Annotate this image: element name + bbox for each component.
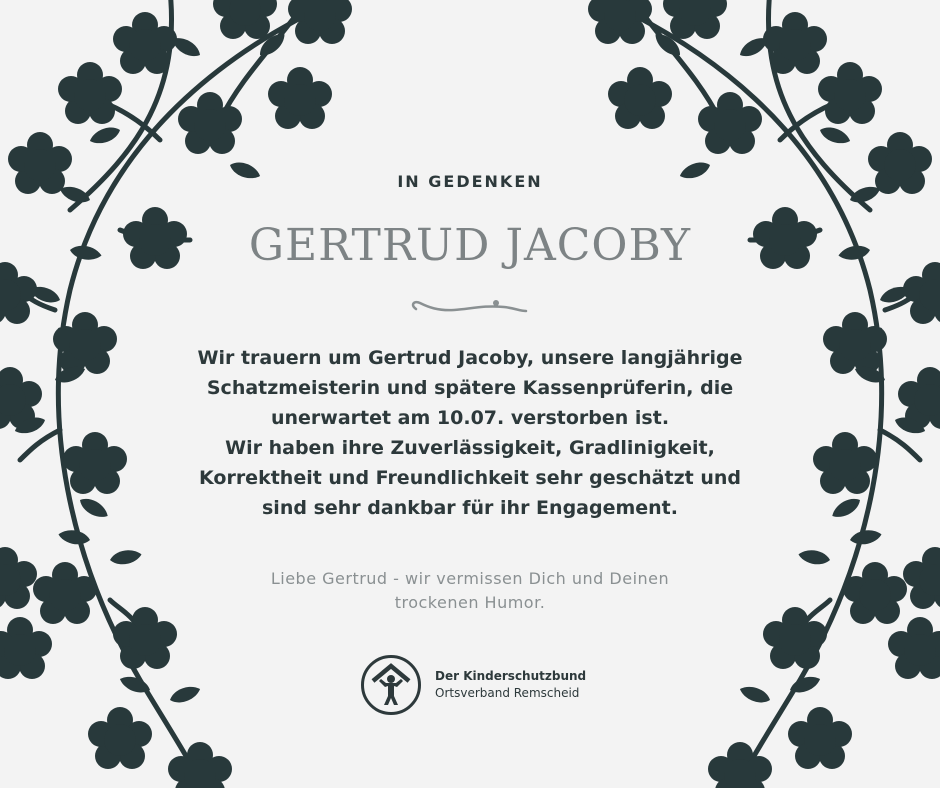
message-line: Schatzmeisterin und spätere Kassenprüferin, die: [206, 377, 734, 399]
message-line: unerwartet am 10.07. verstorben ist.: [270, 407, 670, 429]
message-line: Wir haben ihre Zuverlässigkeit, Gradlinigkeit,: [225, 437, 715, 459]
eyebrow-heading: IN GEDENKEN: [397, 172, 543, 191]
logo-organization: Der Kinderschutzbund: [435, 669, 587, 683]
message-line: Korrektheit und Freundlichkeit sehr geschätzt und: [199, 467, 741, 489]
kinderschutzbund-logo: [360, 654, 600, 718]
memorial-message: [160, 343, 780, 523]
farewell-line: Liebe Gertrud - wir vermissen Dich und Deinen: [270, 569, 670, 588]
message-line: sind sehr dankbar für ihr Engagement.: [262, 497, 678, 519]
logo-subtitle: Ortsverband Remscheid: [435, 686, 580, 700]
deceased-name: GERTRUD JACOBY: [248, 220, 692, 271]
flourish-divider: [408, 297, 532, 321]
kinderschutzbund-house-child-icon: [360, 654, 422, 716]
farewell-note: [240, 567, 700, 615]
message-line: Wir trauern um Gertrud Jacoby, unsere langjährige: [197, 347, 743, 369]
farewell-line: trockenen Humor.: [394, 593, 546, 612]
